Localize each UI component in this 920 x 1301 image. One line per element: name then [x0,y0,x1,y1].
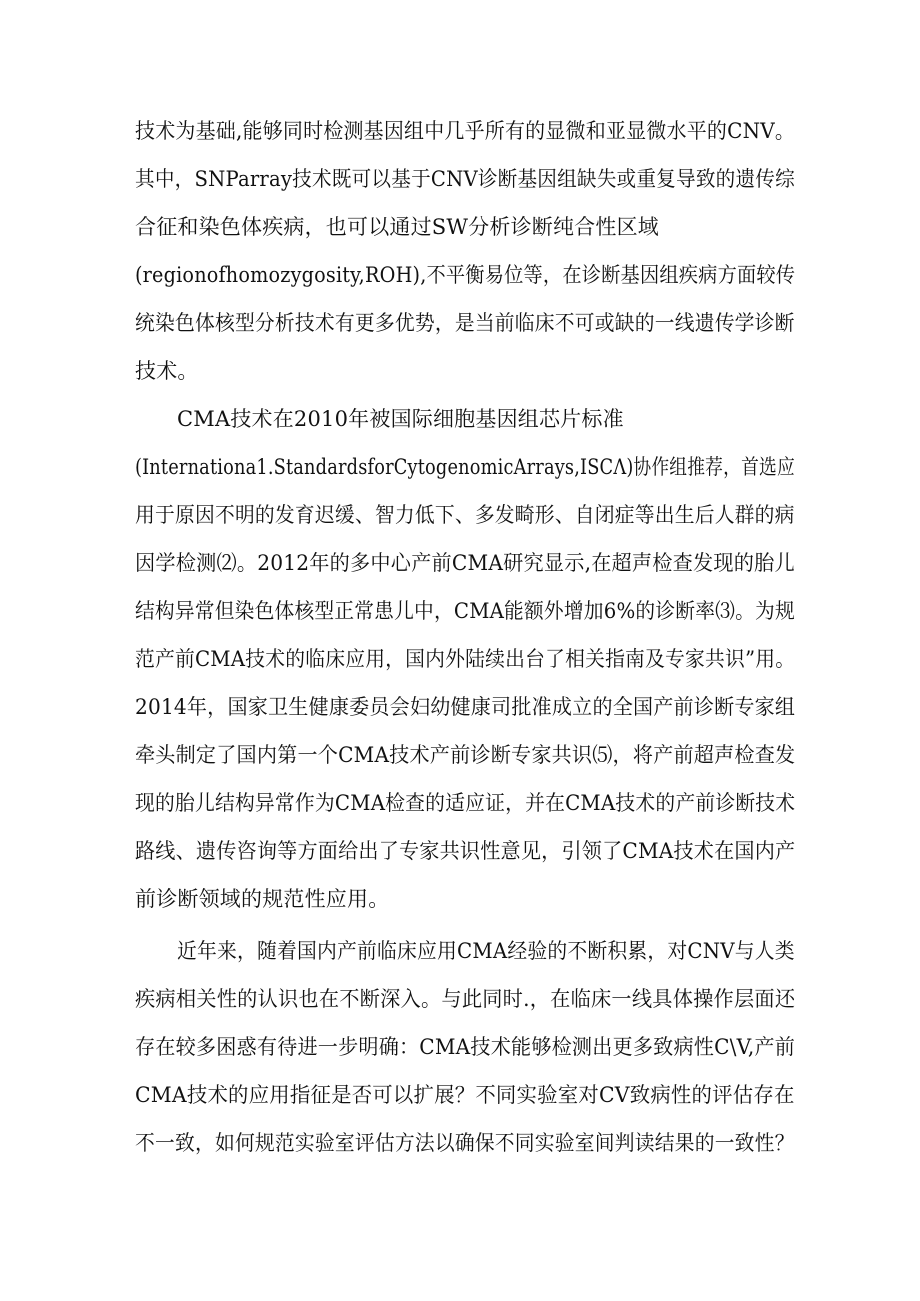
text-line: 前诊断领域的规范性应用。 [135,887,390,911]
text-line: 牵头制定了国内第一个CMA技术产前诊断专家共识⑸，将产前超声检查发 [135,743,796,767]
text-line: 技术。 [135,359,199,383]
text-line: 现的胎儿结构异常作为CMA检查的适应证，并在CMA技术的产前诊断技术 [135,791,796,815]
text-line: 技术为基础,能够同时检测基因组中几乎所有的显微和亚显微水平的CNV。 [135,119,796,143]
text-line: 合征和染色体疾病，也可以通过SW分析诊断纯合性区域 [135,215,659,239]
text-line: 疾病相关性的认识也在不断深入。与此同时.，在临床一线具体操作层面还 [135,987,796,1011]
text-line: 用于原因不明的发育迟缓、智力低下、多发畸形、自闭症等出生后人群的病 [135,503,795,527]
text-line: 范产前CMA技术的临床应用，国内外陆续出台了相关指南及专家共识”用。 [135,647,796,671]
text-line: 存在较多困惑有待进一步明确：CMA技术能够检测出更多致病性C\V,产前 [135,1035,796,1059]
text-line: 因学检测⑵。2012年的多中心产前CMA研究显示,在超声检查发现的胎儿 [135,551,795,575]
text-line: 统染色体核型分析技术有更多优势，是当前临床不可或缺的一线遗传学诊断 [135,311,795,335]
text-line: 不一致，如何规范实验室评估方法以确保不同实验室间判读结果的一致性？ [135,1131,795,1155]
text-line: (regionofhomozygosity,ROH),不平衡易位等，在诊断基因组疾病方面较传 [135,263,796,287]
text-line: 近年来，随着国内产前临床应用CMA经验的不断积累，对CNV与人类 [177,939,795,963]
text-line: CMA技术的应用指征是否可以扩展？不同实验室对CV致病性的评估存在 [135,1083,795,1107]
text-line: 路线、遗传咨询等方面给出了专家共识性意见，引领了CMA技术在国内产 [135,839,796,863]
text-line: (Internationa1.StandardsforCytogenomicArrays,ISCΛ)协作组推荐，首选应 [135,455,795,479]
text-line: CMA技术在2010年被国际细胞基因组芯片标准 [177,407,624,431]
text-line: 其中，SNParray技术既可以基于CNV诊断基因组缺失或重复导致的遗传综 [135,167,795,191]
text-line: 结构异常但染色体核型正常患儿中，CMA能额外增加6%的诊断率⑶。为规 [135,599,795,623]
text-line: 2014年，国家卫生健康委员会妇幼健康司批准成立的全国产前诊断专家组 [135,695,796,719]
